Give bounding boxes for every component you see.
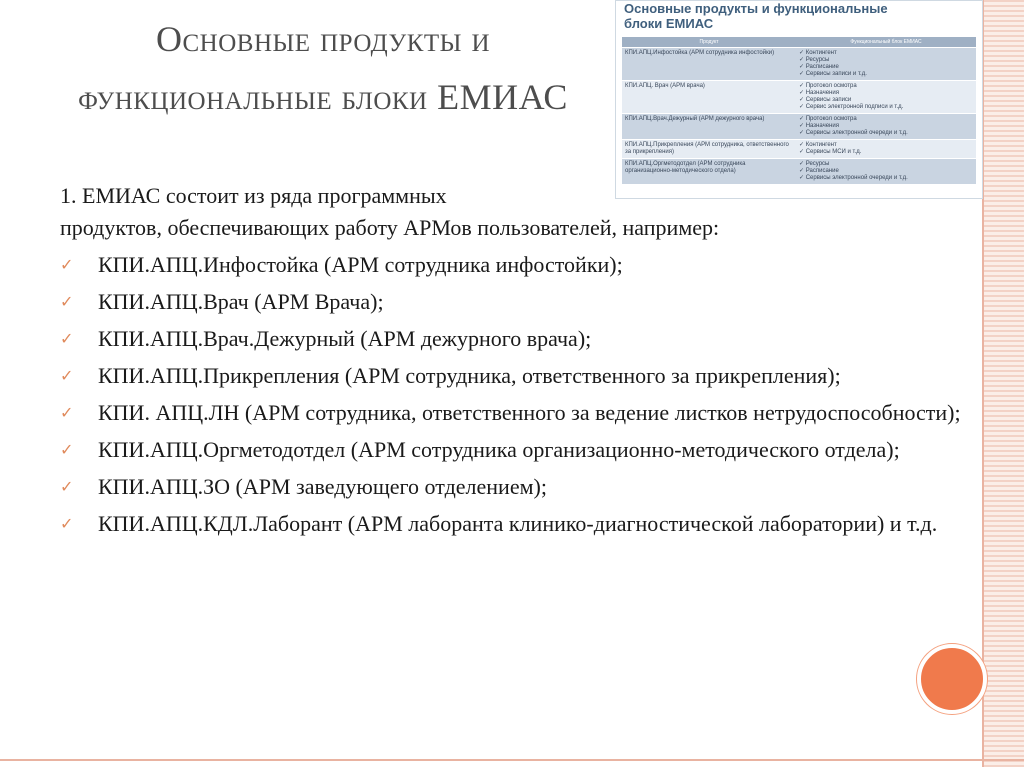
thumbnail-title [616, 1, 982, 31]
list-item: ✓ Сервисы электронной очереди и т.д. [799, 130, 973, 137]
list-item: ✓ Протокол осмотра [799, 83, 973, 90]
check-icon: ✓ [60, 477, 74, 496]
list-item: ✓ Протокол осмотра [799, 116, 973, 123]
table-cell-product: КПИ.АПЦ.Оргметодотдел (АРМ сотрудника организационно-методического отдела) [622, 159, 796, 185]
list-item: ✓ Сервис электронной подписи и т.д. [799, 104, 973, 111]
list-item-text: КПИ.АПЦ.КДЛ.Лаборант (АРМ лаборанта клинико-диагностической лаборатории) и т.д. [98, 511, 938, 536]
table-cell-blocks [796, 140, 976, 159]
check-icon: ✓ [60, 403, 74, 422]
bottom-line [0, 759, 1024, 761]
table-row [622, 140, 976, 159]
list-item [60, 397, 965, 429]
list-item [60, 249, 965, 281]
list-item: ✓ Назначения [799, 123, 973, 130]
slide-body [60, 180, 965, 540]
list-item: ✓ Сервисы записи и т.д. [799, 71, 973, 78]
table-cell-blocks [796, 114, 976, 140]
list-item [60, 360, 965, 392]
slide-title: Основные продукты и функциональные блоки ЕМИАС [78, 19, 568, 117]
list-item: ✓ Сервисы МСИ и т.д. [799, 149, 973, 156]
thumbnail-header-blocks: Функциональный блок ЕМИАС [796, 37, 976, 48]
check-icon: ✓ [60, 514, 74, 533]
list-item [60, 286, 965, 318]
check-icon: ✓ [60, 292, 74, 311]
list-item: ✓ Ресурсы [799, 57, 973, 64]
table-row [622, 48, 976, 81]
list-item-text: КПИ.АПЦ.Оргметодотдел (АРМ сотрудника организационно-методического отдела); [98, 437, 900, 462]
thumbnail-image [615, 0, 983, 199]
list-item: ✓ Контингент [799, 142, 973, 149]
decorative-circle [917, 644, 987, 714]
table-cell-product: КПИ.АПЦ.Прикрепления (АРМ сотрудника, ответственного за прикрепления) [622, 140, 796, 159]
list-item-text: КПИ.АПЦ.Инфостойка (АРМ сотрудника инфостойки); [98, 252, 623, 277]
list-item: ✓ Ресурсы [799, 161, 973, 168]
edge-stripe [984, 0, 1024, 767]
list-item: ✓ Назначения [799, 90, 973, 97]
intro-line2: продуктов, обеспечивающих работу АРМов пользователей, например: [60, 215, 720, 240]
list-item: ✓ Расписание [799, 64, 973, 71]
intro-paragraph [60, 180, 965, 244]
list-item [60, 434, 965, 466]
table-row [622, 81, 976, 114]
list-item [60, 471, 965, 503]
list-item: ✓ Сервисы электронной очереди и т.д. [799, 175, 973, 182]
list-item: ✓ Контингент [799, 50, 973, 57]
table-cell-product: КПИ.АПЦ.Инфостойка (АРМ сотрудника инфостойки) [622, 48, 796, 81]
list-item [60, 323, 965, 355]
list-item: ✓ Расписание [799, 168, 973, 175]
check-icon: ✓ [60, 329, 74, 348]
list-item-text: КПИ.АПЦ.Прикрепления (АРМ сотрудника, ответственного за прикрепления); [98, 363, 841, 388]
list-item-text: КПИ. АПЦ.ЛН (АРМ сотрудника, ответственного за ведение листков нетрудоспособности); [98, 400, 961, 425]
table-row [622, 114, 976, 140]
check-icon: ✓ [60, 366, 74, 385]
list-item-text: КПИ.АПЦ.Врач (АРМ Врача); [98, 289, 384, 314]
list-item-text: КПИ.АПЦ.ЗО (АРМ заведующего отделением); [98, 474, 547, 499]
product-list [60, 249, 965, 540]
list-item [60, 508, 965, 540]
table-cell-blocks [796, 81, 976, 114]
intro-line1: 1. ЕМИАС состоит из ряда программных [60, 183, 447, 208]
check-icon: ✓ [60, 255, 74, 274]
thumbnail-title-line2: блоки ЕМИАС [624, 16, 714, 31]
check-icon: ✓ [60, 440, 74, 459]
table-cell-product: КПИ.АПЦ. Врач (АРМ врача) [622, 81, 796, 114]
list-item-text: КПИ.АПЦ.Врач.Дежурный (АРМ дежурного врача); [98, 326, 592, 351]
table-cell-blocks [796, 48, 976, 81]
thumbnail-title-line1: Основные продукты и функциональные [624, 1, 888, 16]
thumbnail-header-product: Продукт [622, 37, 796, 48]
table-cell-product: КПИ.АПЦ.Врач.Дежурный (АРМ дежурного врача) [622, 114, 796, 140]
list-item: ✓ Сервисы записи [799, 97, 973, 104]
thumbnail-table [622, 37, 976, 184]
